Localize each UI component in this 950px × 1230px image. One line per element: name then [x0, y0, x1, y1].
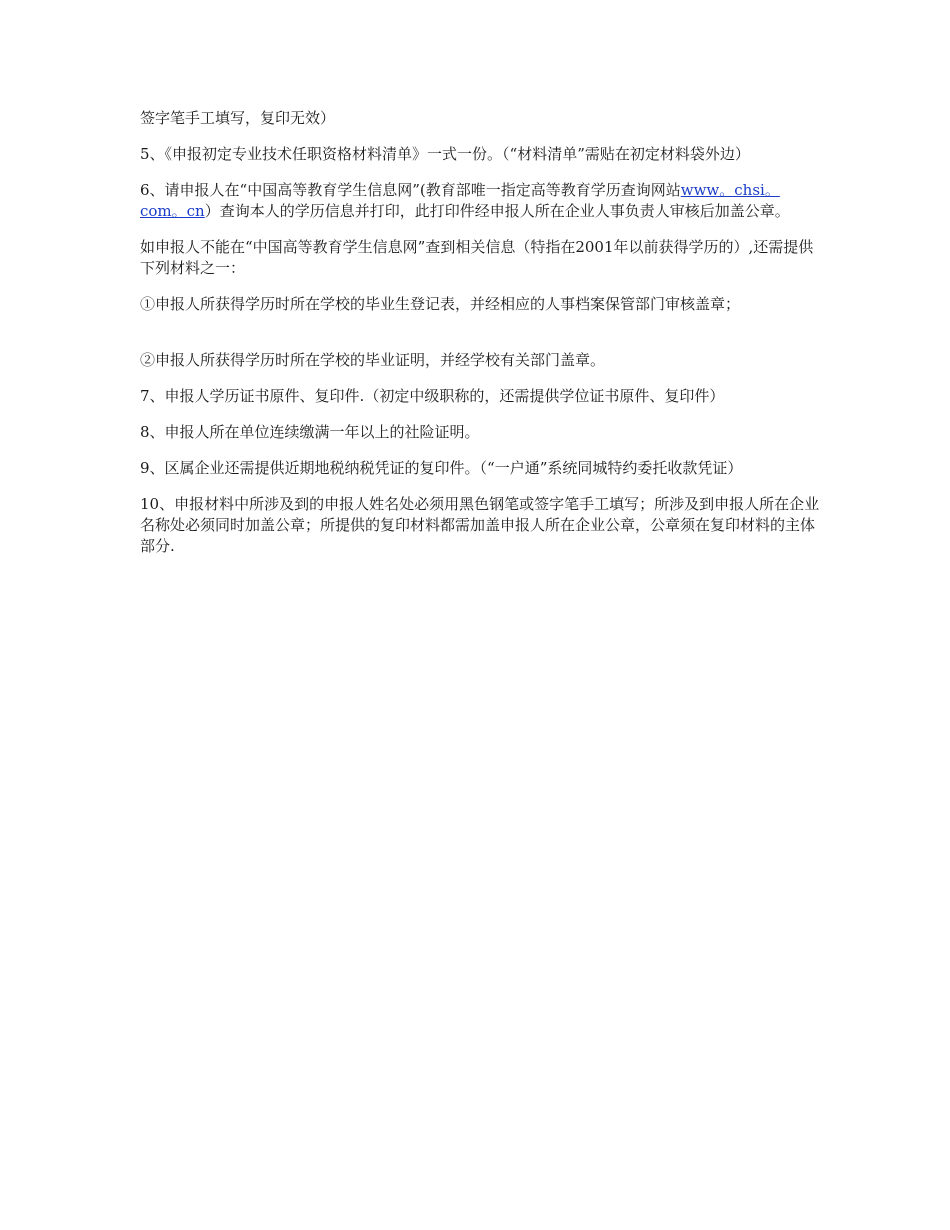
paragraph-item-8: 8、申报人所在单位连续缴满一年以上的社险证明。	[140, 423, 480, 441]
paragraph-continuation: 签字笔手工填写，复印无效）	[140, 109, 336, 127]
paragraph-note: 如申报人不能在“中国高等教育学生信息网”查到相关信息（特指在2001年以前获得学历的）,还需提供下列材料之一：	[140, 238, 814, 277]
paragraph-item-5: 5、《申报初定专业技术任职资格材料清单》一式一份。（“材料清单”需贴在初定材料袋外边）	[140, 145, 750, 163]
document-body	[140, 108, 820, 572]
paragraph-item-6-text-start: 6、请申报人在“中国高等教育学生信息网”(教育部唯一指定高等教育学历查询网站	[140, 181, 681, 199]
paragraph-option-1: ①申报人所获得学历时所在学校的毕业生登记表，并经相应的人事档案保管部门审核盖章；	[140, 295, 741, 313]
paragraph-item-6	[140, 180, 820, 222]
paragraph-item-6-text-end: ）查询本人的学历信息并打印，此打印件经申报人所在企业人事负责人审核后加盖公章。	[204, 202, 790, 220]
paragraph-item-9: 9、区属企业还需提供近期地税纳税凭证的复印件。（“一户通”系统同城特约委托收款凭证）	[140, 459, 743, 477]
paragraph-item-10: 10、申报材料中所涉及到的申报人姓名处必须用黑色钢笔或签字笔手工填写；所涉及到申报人所在企业名称处必须同时加盖公章；所提供的复印材料都需加盖申报人所在企业公章，公章须在复印材料的主体部分.	[140, 495, 820, 555]
chsi-website-link[interactable]: www。chsi。com。cn	[140, 181, 780, 220]
paragraph-item-7: 7、申报人学历证书原件、复印件.（初定中级职称的，还需提供学位证书原件、复印件）	[140, 387, 725, 405]
paragraph-option-2: ②申报人所获得学历时所在学校的毕业证明，并经学校有关部门盖章。	[140, 351, 606, 369]
